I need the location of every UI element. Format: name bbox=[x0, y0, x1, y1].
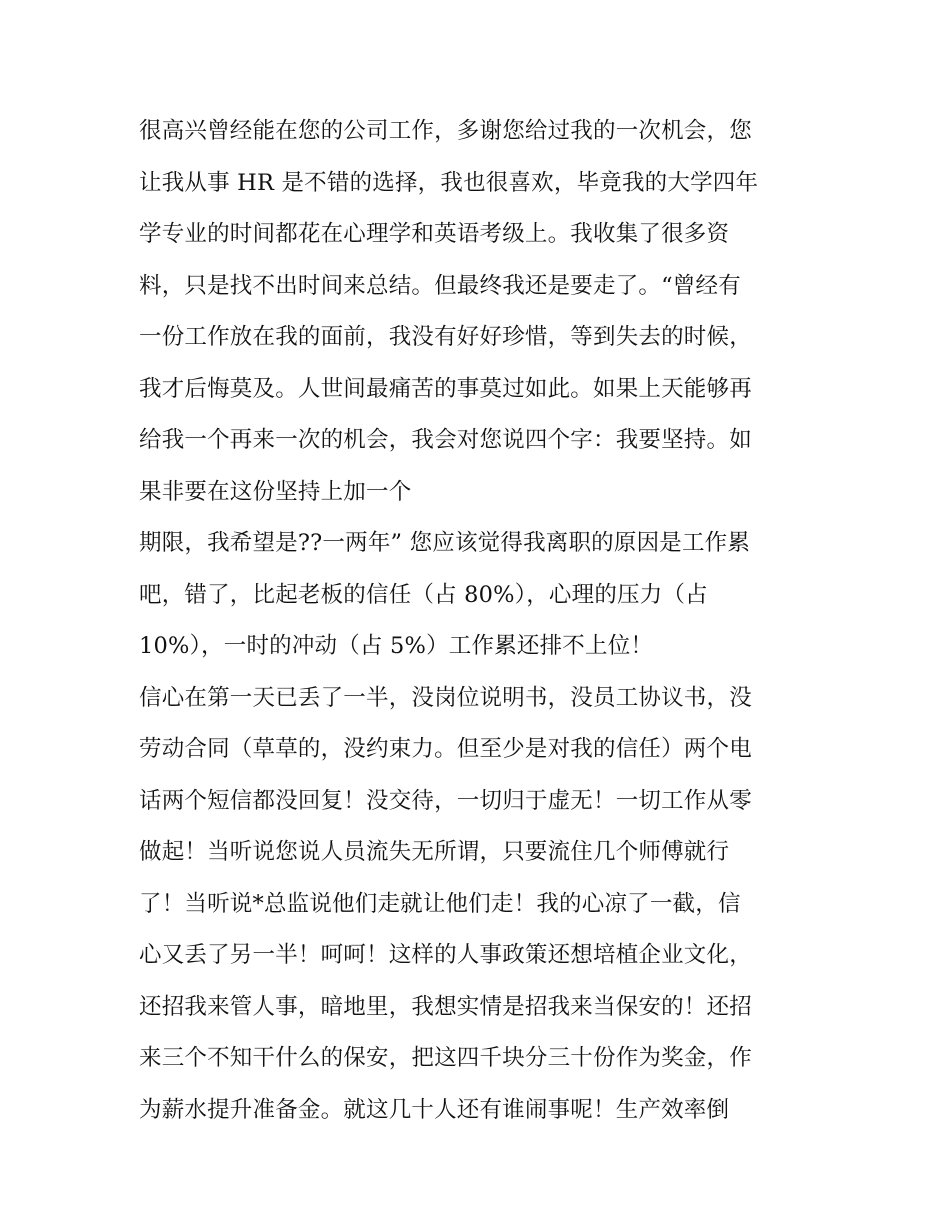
text-line-12: 信心在第一天已丢了一半，没岗位说明书，没员工协议书，没 bbox=[139, 684, 752, 711]
text-line-9: 期限，我希望是??一两年” 您应该觉得我离职的原因是工作累 bbox=[139, 530, 751, 556]
text-line-11: 10%），一时的冲动（占 5%）工作累还排不上位！ bbox=[139, 633, 654, 659]
text-line-17: 心又丢了另一半！呵呵！这样的人事政策还想培植企业文化， bbox=[139, 942, 752, 968]
text-line-14: 话两个短信都没回复！没交待，一切归于虚无！一切工作从零 bbox=[139, 787, 752, 814]
text-line-3: 学专业的时间都花在心理学和英语考级上。我收集了很多资 bbox=[139, 221, 730, 247]
text-line-6: 我才后悔莫及。人世间最痛苦的事莫过如此。如果上天能够再 bbox=[139, 375, 752, 402]
letter-body bbox=[139, 106, 839, 1136]
text-line-15: 做起！当听说您说人员流失无所谓，只要流住几个师傅就行 bbox=[139, 839, 730, 865]
text-line-16: 了！当听说*总监说他们走就让他们走！我的心凉了一截，信 bbox=[139, 890, 741, 917]
text-line-20: 为薪水提升准备金。就这几十人还有谁闹事呢！生产效率倒 bbox=[139, 1096, 730, 1123]
text-line-10: 吧，错了，比起老板的信任（占 80%），心理的压力（占 bbox=[139, 581, 708, 608]
text-line-1: 很高兴曾经能在您的公司工作，多谢您给过我的一次机会，您 bbox=[139, 118, 752, 144]
text-line-13: 劳动合同（草草的，没约束力。但至少是对我的信任）两个电 bbox=[139, 736, 752, 762]
text-line-4: 料，只是找不出时间来总结。但最终我还是要走了。“曾经有 bbox=[139, 272, 741, 299]
text-line-2: 让我从事 HR 是不错的选择，我也很喜欢，毕竟我的大学四年 bbox=[139, 169, 759, 196]
text-line-7: 给我一个再来一次的机会，我会对您说四个字：我要坚持。如 bbox=[139, 427, 752, 453]
text-line-18: 还招我来管人事，暗地里，我想实情是招我来当保安的！还招 bbox=[139, 993, 752, 1020]
text-line-19: 来三个不知干什么的保安，把这四千块分三十份作为奖金，作 bbox=[139, 1045, 752, 1071]
text-line-8: 果非要在这份坚持上加一个 bbox=[139, 478, 412, 505]
text-line-5: 一份工作放在我的面前，我没有好好珍惜，等到失去的时候， bbox=[139, 324, 752, 350]
